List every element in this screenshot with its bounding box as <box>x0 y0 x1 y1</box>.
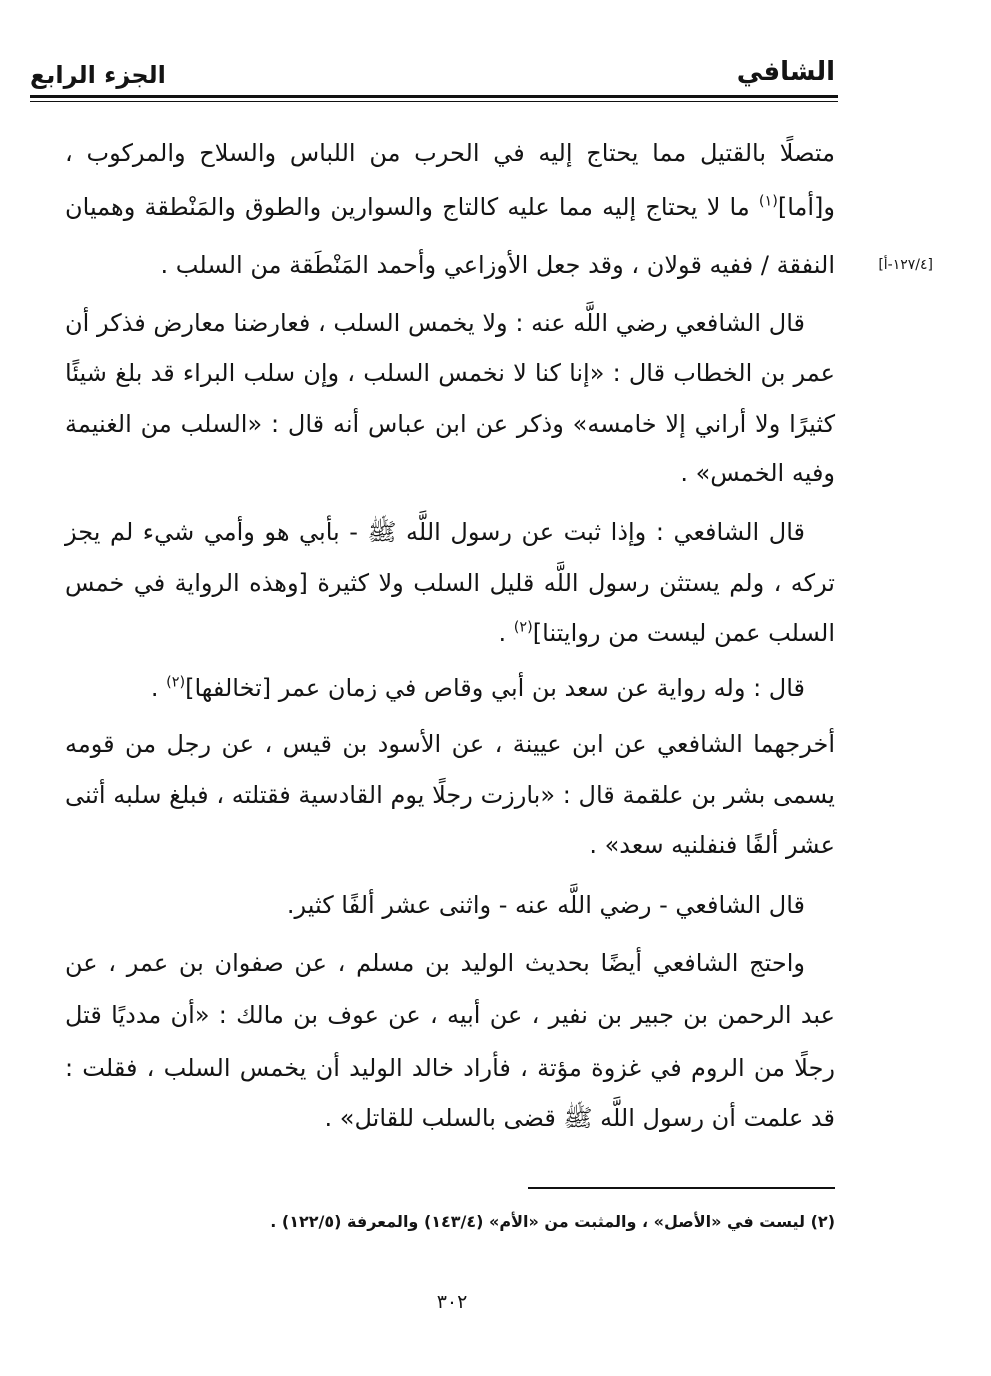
text-line <box>65 608 835 658</box>
text-segment: و[أما] <box>777 193 835 221</box>
text-line: أخرجهما الشافعي عن ابن عيينة ، عن الأسود بن قيس ، عن رجل من قومه <box>65 730 835 758</box>
text-line: عمر بن الخطاب قال : «إنا كنا لا نخمس السلب ، وإن سلب البراء قد بلغ شيئًا <box>65 359 835 387</box>
footnote-marker: (٢) <box>166 674 186 691</box>
text-line: قال الشافعي - رضي اللَّه عنه - واثنى عشر ألفًا كثير. <box>286 891 805 919</box>
header-rule <box>30 95 838 98</box>
text-line: النفقة / ففيه قولان ، وقد جعل الأوزاعي وأحمد المَنْطَقة من السلب . <box>160 251 835 279</box>
running-head-book-title: الشافي <box>736 57 835 87</box>
text-line <box>65 663 805 713</box>
text-segment: . <box>150 674 167 702</box>
text-segment: ما لا يحتاج إليه مما عليه كالتاج والسوارين والطوق والمَنْطقة وهميان <box>65 193 759 221</box>
text-line: يسمى بشر بن علقمة قال : «بارزت رجلًا يوم القادسية فقتلته ، فبلغ سلبه أثنى <box>65 781 835 809</box>
text-line: واحتج الشافعي أيضًا بحديث الوليد بن مسلم ، عن صفوان بن عمر ، عن <box>65 949 805 977</box>
text-line <box>65 182 835 232</box>
text-line: تركه ، ولم يستثن رسول اللَّه قليل السلب ولا كثيرة [وهذه الرواية في خمس <box>65 569 835 597</box>
margin-page-reference: [١٢٧/٤-أ] <box>878 257 933 273</box>
text-line: قال الشافعي : وإذا ثبت عن رسول اللَّه ﷺ - بأبي هو وأمي شيء لم يجز <box>65 518 805 546</box>
text-segment: . <box>498 619 514 647</box>
footnote-marker: (٢) <box>513 619 533 636</box>
text-line: قال الشافعي رضي اللَّه عنه : ولا يخمس السلب ، فعارضنا معارض فذكر أن <box>65 309 805 337</box>
text-line: عشر ألفًا فنفلنيه سعد» . <box>589 831 835 859</box>
text-line: متصلًا بالقتيل مما يحتاج إليه في الحرب من اللباس والسلاح والمركوب ، <box>65 139 835 167</box>
text-line: عبد الرحمن بن جبير بن نفير ، عن أبيه ، عن عوف بن مالك : «أن مدديًا قتل <box>65 1001 835 1029</box>
text-line: كثيرًا ولا أراني إلا خامسه» وذكر عن ابن عباس أنه قال : «السلب من الغنيمة <box>65 410 835 438</box>
text-line: رجلًا من الروم في غزوة مؤتة ، فأراد خالد الوليد أن يخمس السلب ، فقلت : <box>65 1054 835 1082</box>
text-segment: السلب عمن ليست من روايتنا] <box>532 619 835 647</box>
text-line: وفيه الخمس» . <box>680 459 835 487</box>
page-number: ٣٠٢ <box>436 1291 468 1313</box>
text-line: قد علمت أن رسول اللَّه ﷺ قضى بالسلب للقاتل» . <box>324 1104 835 1132</box>
header-rule-thin <box>30 101 838 102</box>
running-head-volume: الجزء الرابع <box>30 61 166 89</box>
footnote: (٢) ليست في «الأصل» ، والمثبت من «الأم» (١٤٣/٤) والمعرفة (١٢٢/٥) . <box>270 1212 835 1231</box>
footnote-separator <box>528 1187 835 1189</box>
text-segment: قال : وله رواية عن سعد بن أبي وقاص في زمان عمر [تخالفها] <box>185 674 805 702</box>
footnote-marker: (١) <box>758 193 778 210</box>
